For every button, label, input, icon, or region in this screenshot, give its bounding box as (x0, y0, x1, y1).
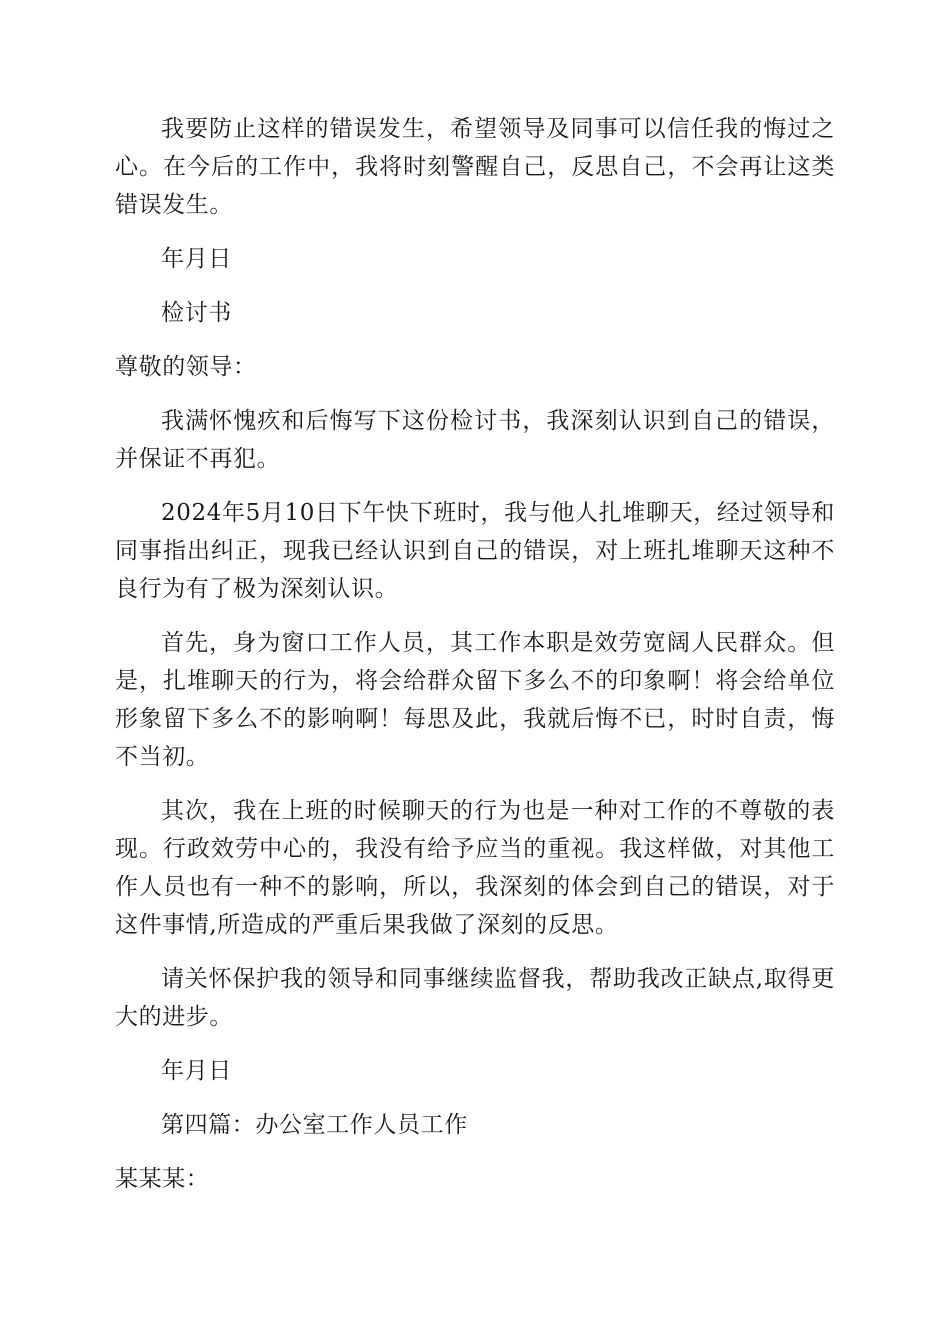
paragraph-commitment: 我要防止这样的错误发生，希望领导及同事可以信任我的悔过之心。在今后的工作中，我将时刻警醒自己，反思自己，不会再让这类错误发生。 (115, 116, 835, 218)
paragraph-request: 请关怀保护我的领导和同事继续监督我，帮助我改正缺点,取得更大的进步。 (115, 966, 835, 1030)
document-page (115, 110, 835, 1198)
chapter-heading: 第四篇：办公室工作人员工作 (161, 1112, 468, 1138)
paragraph-first-point: 首先，身为窗口工作人员，其工作本职是效劳宽阔人民群众。但是，扎堆聊天的行为，将会给群众留下多么不的印象啊！将会给单位形象留下多么不的影响啊！每思及此，我就后悔不已，时时自责，悔不当初。 (115, 630, 835, 770)
paragraph-intro: 我满怀愧疚和后悔写下这份检讨书，我深刻认识到自己的错误，并保证不再犯。 (115, 408, 835, 472)
paragraph-second-point: 其次，我在上班的时候聊天的行为也是一种对工作的不尊敬的表现。行政效劳中心的，我没有给予应当的重视。我这样做，对其他工作人员也有一种不的影响，所以，我深刻的体会到自己的错误，对于这件事情,所造成的严重后果我做了深刻的反思。 (115, 798, 835, 938)
date-line: 年月日 (161, 246, 232, 272)
paragraph-incident: 2024年5月10日下午快下班时，我与他人扎堆聊天，经过领导和同事指出纠正，现我已经认识到自己的错误，对上班扎堆聊天这种不良行为有了极为深刻认识。 (115, 500, 835, 602)
salutation: 尊敬的领导： (115, 354, 257, 380)
section-title: 检讨书 (161, 300, 232, 326)
date-line: 年月日 (161, 1058, 232, 1084)
salutation: 某某某： (115, 1166, 210, 1192)
